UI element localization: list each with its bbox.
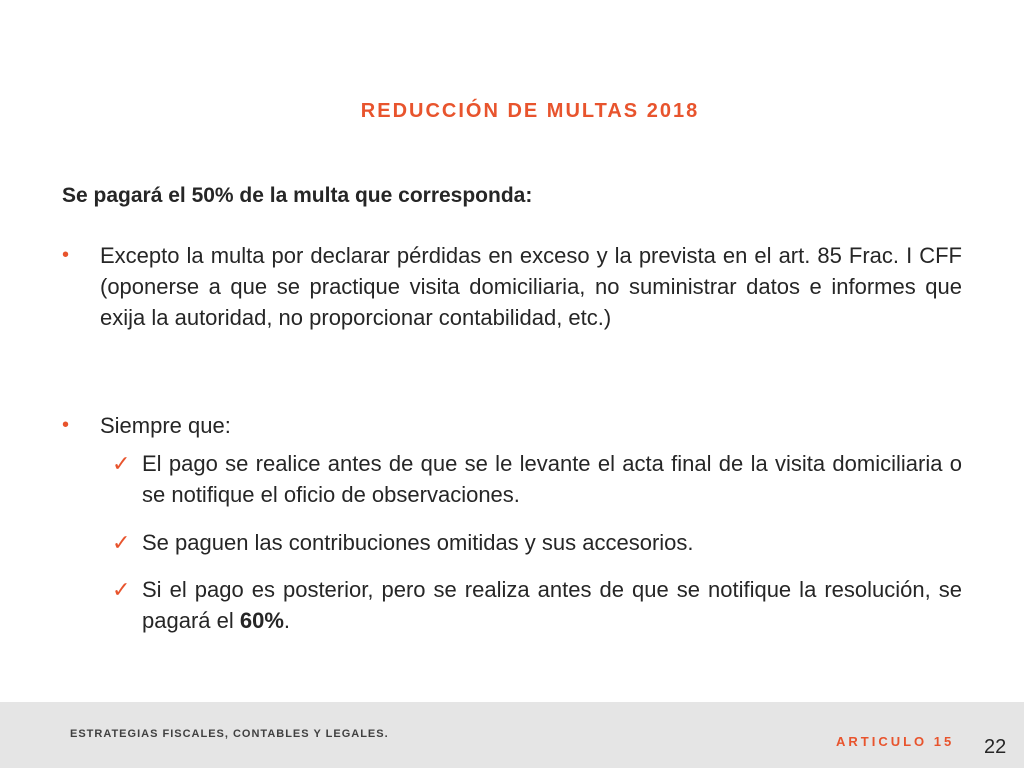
- check-text-before: Si el pago es posterior, pero se realiza antes de que se notifique la resolución, se pagará el: [142, 577, 962, 633]
- check-item: [112, 527, 962, 558]
- bullet-icon: •: [62, 414, 70, 436]
- footer-company-name: ESTRATEGIAS FISCALES, CONTABLES Y LEGALES.: [70, 728, 389, 740]
- bullet-icon: •: [62, 244, 70, 266]
- check-text: El pago se realice antes de que se le levante el acta final de la visita domiciliaria o se notifique el oficio de observaciones.: [142, 451, 962, 507]
- check-text: Se paguen las contribuciones omitidas y sus accesorios.: [142, 530, 694, 555]
- lead-statement: Se pagará el 50% de la multa que corresponda:: [62, 184, 533, 207]
- bullet-text: Siempre que:: [100, 413, 231, 438]
- bullet-item: [62, 410, 962, 441]
- bullet-item: [62, 240, 962, 333]
- check-item: [112, 574, 962, 636]
- bullet-text: Excepto la multa por declarar pérdidas en exceso y la prevista en el art. 85 Frac. I CFF (oponerse a que se practique visita domiciliaria, no suministrar datos e informes que exija la autoridad, no proporcionar contabilidad, etc.): [100, 243, 962, 330]
- page-number: 22: [984, 736, 1007, 758]
- checkmark-icon: ✓: [112, 530, 131, 555]
- check-text: [142, 574, 962, 636]
- footer-bar: [0, 702, 1024, 768]
- checkmark-icon: ✓: [112, 451, 131, 476]
- slide-title: REDUCCIÓN DE MULTAS 2018: [360, 100, 700, 122]
- check-text-emphasis: 60%: [239, 608, 284, 633]
- footer-article-label: ARTICULO 15: [836, 734, 955, 749]
- check-item: [112, 448, 962, 510]
- check-text-after: .: [283, 608, 291, 633]
- checkmark-icon: ✓: [112, 577, 131, 602]
